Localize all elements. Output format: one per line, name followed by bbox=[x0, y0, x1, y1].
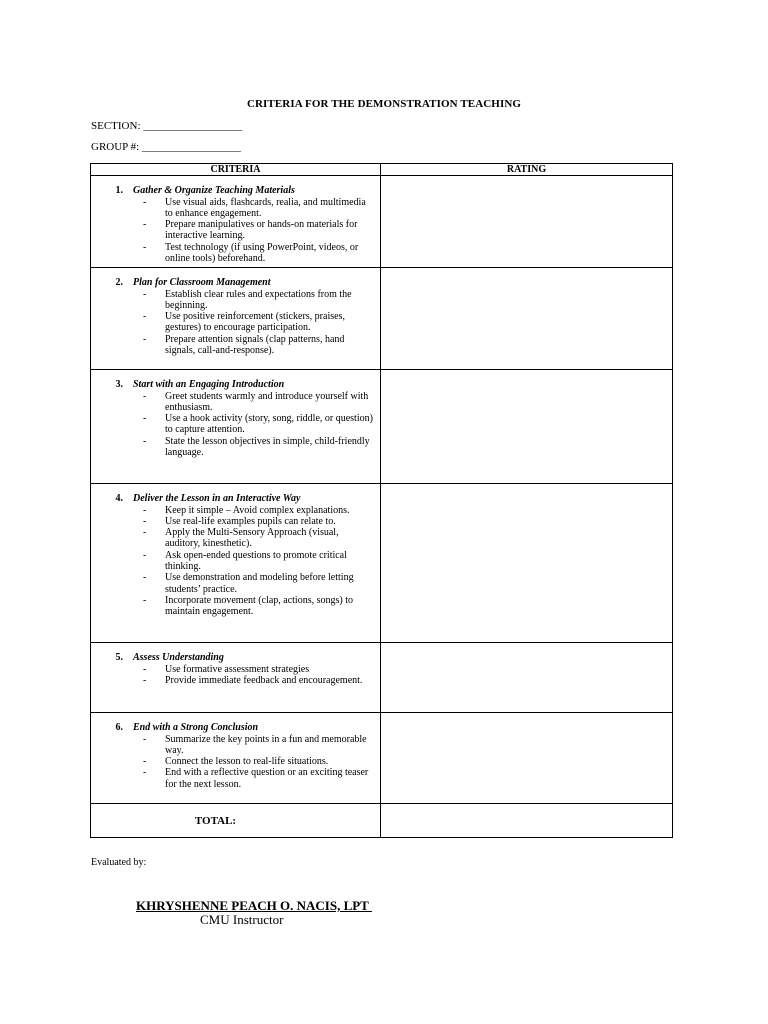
criteria-number: 4. bbox=[115, 493, 123, 504]
criteria-bullet-list bbox=[115, 197, 376, 265]
criteria-column-header: CRITERIA bbox=[91, 164, 381, 176]
rating-cell[interactable] bbox=[381, 268, 673, 370]
criteria-bullet-item: - Ask open-ended questions to promote critical thinking. bbox=[143, 550, 376, 573]
criteria-bullet-item: - Incorporate movement (clap, actions, songs) to maintain engagement. bbox=[143, 595, 376, 618]
criteria-bullet-item: - Provide immediate feedback and encouragement. bbox=[143, 675, 376, 686]
criteria-cell bbox=[91, 268, 381, 370]
criteria-number: 2. bbox=[115, 277, 123, 288]
criteria-heading bbox=[115, 493, 376, 505]
criteria-bullet-list bbox=[115, 505, 376, 618]
criteria-bullet-list bbox=[115, 734, 376, 790]
criteria-bullet-list bbox=[115, 289, 376, 357]
criteria-title: Gather & Organize Teaching Materials bbox=[133, 185, 295, 196]
evaluator-name: KHRYSHENNE PEACH O. NACIS, LPT bbox=[136, 898, 372, 913]
criteria-bullet-item: - Keep it simple – Avoid complex explanations. bbox=[143, 505, 376, 516]
rating-cell[interactable] bbox=[381, 713, 673, 804]
criteria-number: 5. bbox=[115, 652, 123, 663]
total-row bbox=[91, 804, 673, 838]
criteria-row bbox=[91, 713, 673, 804]
criteria-bullet-item: - Summarize the key points in a fun and memorable way. bbox=[143, 734, 376, 757]
criteria-bullet-item: - End with a reflective question or an exciting teaser for the next lesson. bbox=[143, 767, 376, 790]
criteria-title: End with a Strong Conclusion bbox=[133, 722, 259, 733]
criteria-row bbox=[91, 643, 673, 713]
rating-cell[interactable] bbox=[381, 484, 673, 643]
evaluator-title: CMU Instructor bbox=[200, 912, 284, 927]
criteria-bullet-list bbox=[115, 664, 376, 687]
rating-cell[interactable] bbox=[381, 370, 673, 484]
criteria-heading bbox=[115, 722, 376, 734]
document-title: CRITERIA FOR THE DEMONSTRATION TEACHING bbox=[246, 98, 522, 110]
criteria-bullet-item: - Establish clear rules and expectations from the beginning. bbox=[143, 289, 376, 312]
rating-cell[interactable] bbox=[381, 176, 673, 268]
criteria-heading bbox=[115, 379, 376, 391]
criteria-bullet-item: - Test technology (if using PowerPoint, videos, or online tools) beforehand. bbox=[143, 242, 376, 265]
criteria-bullet-item: - Use a hook activity (story, song, riddle, or question) to capture attention. bbox=[143, 413, 376, 436]
criteria-bullet-item: - State the lesson objectives in simple, child-friendly language. bbox=[143, 436, 376, 459]
criteria-row bbox=[91, 176, 673, 268]
criteria-bullet-item: - Use formative assessment strategies bbox=[143, 664, 376, 675]
criteria-bullet-item: - Apply the Multi-Sensory Approach (visual, auditory, kinesthetic). bbox=[143, 527, 376, 550]
group-field: GROUP #: __________________ bbox=[91, 141, 241, 153]
section-field: SECTION: __________________ bbox=[91, 120, 243, 132]
criteria-title: Start with an Engaging Introduction bbox=[133, 379, 285, 390]
criteria-bullet-item: - Use real-life examples pupils can relate to. bbox=[143, 516, 376, 527]
criteria-heading bbox=[115, 652, 376, 664]
criteria-number: 3. bbox=[115, 379, 123, 390]
criteria-bullet-item: - Greet students warmly and introduce yourself with enthusiasm. bbox=[143, 391, 376, 414]
criteria-bullet-item: - Prepare attention signals (clap patterns, hand signals, call-and-response). bbox=[143, 334, 376, 357]
criteria-row bbox=[91, 370, 673, 484]
criteria-number: 1. bbox=[115, 185, 123, 196]
criteria-number: 6. bbox=[115, 722, 123, 733]
criteria-heading bbox=[115, 277, 376, 289]
evaluated-by-label: Evaluated by: bbox=[91, 857, 147, 868]
criteria-table bbox=[90, 163, 673, 838]
criteria-title: Deliver the Lesson in an Interactive Way bbox=[133, 493, 301, 504]
criteria-bullet-item: - Use positive reinforcement (stickers, praises, gestures) to encourage participation. bbox=[143, 311, 376, 334]
criteria-bullet-item: - Prepare manipulatives or hands-on materials for interactive learning. bbox=[143, 219, 376, 242]
criteria-cell bbox=[91, 176, 381, 268]
criteria-title: Plan for Classroom Management bbox=[133, 277, 271, 288]
criteria-bullet-list bbox=[115, 391, 376, 459]
criteria-bullet-item: - Use visual aids, flashcards, realia, and multimedia to enhance engagement. bbox=[143, 197, 376, 220]
criteria-cell bbox=[91, 484, 381, 643]
total-rating-cell[interactable] bbox=[381, 804, 673, 838]
criteria-cell bbox=[91, 370, 381, 484]
criteria-bullet-item: - Connect the lesson to real-life situations. bbox=[143, 756, 376, 767]
criteria-cell bbox=[91, 713, 381, 804]
rating-column-header: RATING bbox=[381, 164, 673, 176]
criteria-title: Assess Understanding bbox=[133, 652, 224, 663]
table-header-row bbox=[91, 164, 673, 176]
criteria-heading bbox=[115, 185, 376, 197]
criteria-bullet-item: - Use demonstration and modeling before letting students’ practice. bbox=[143, 572, 376, 595]
criteria-row bbox=[91, 484, 673, 643]
criteria-row bbox=[91, 268, 673, 370]
rating-cell[interactable] bbox=[381, 643, 673, 713]
total-label: TOTAL: bbox=[91, 804, 381, 838]
criteria-cell bbox=[91, 643, 381, 713]
